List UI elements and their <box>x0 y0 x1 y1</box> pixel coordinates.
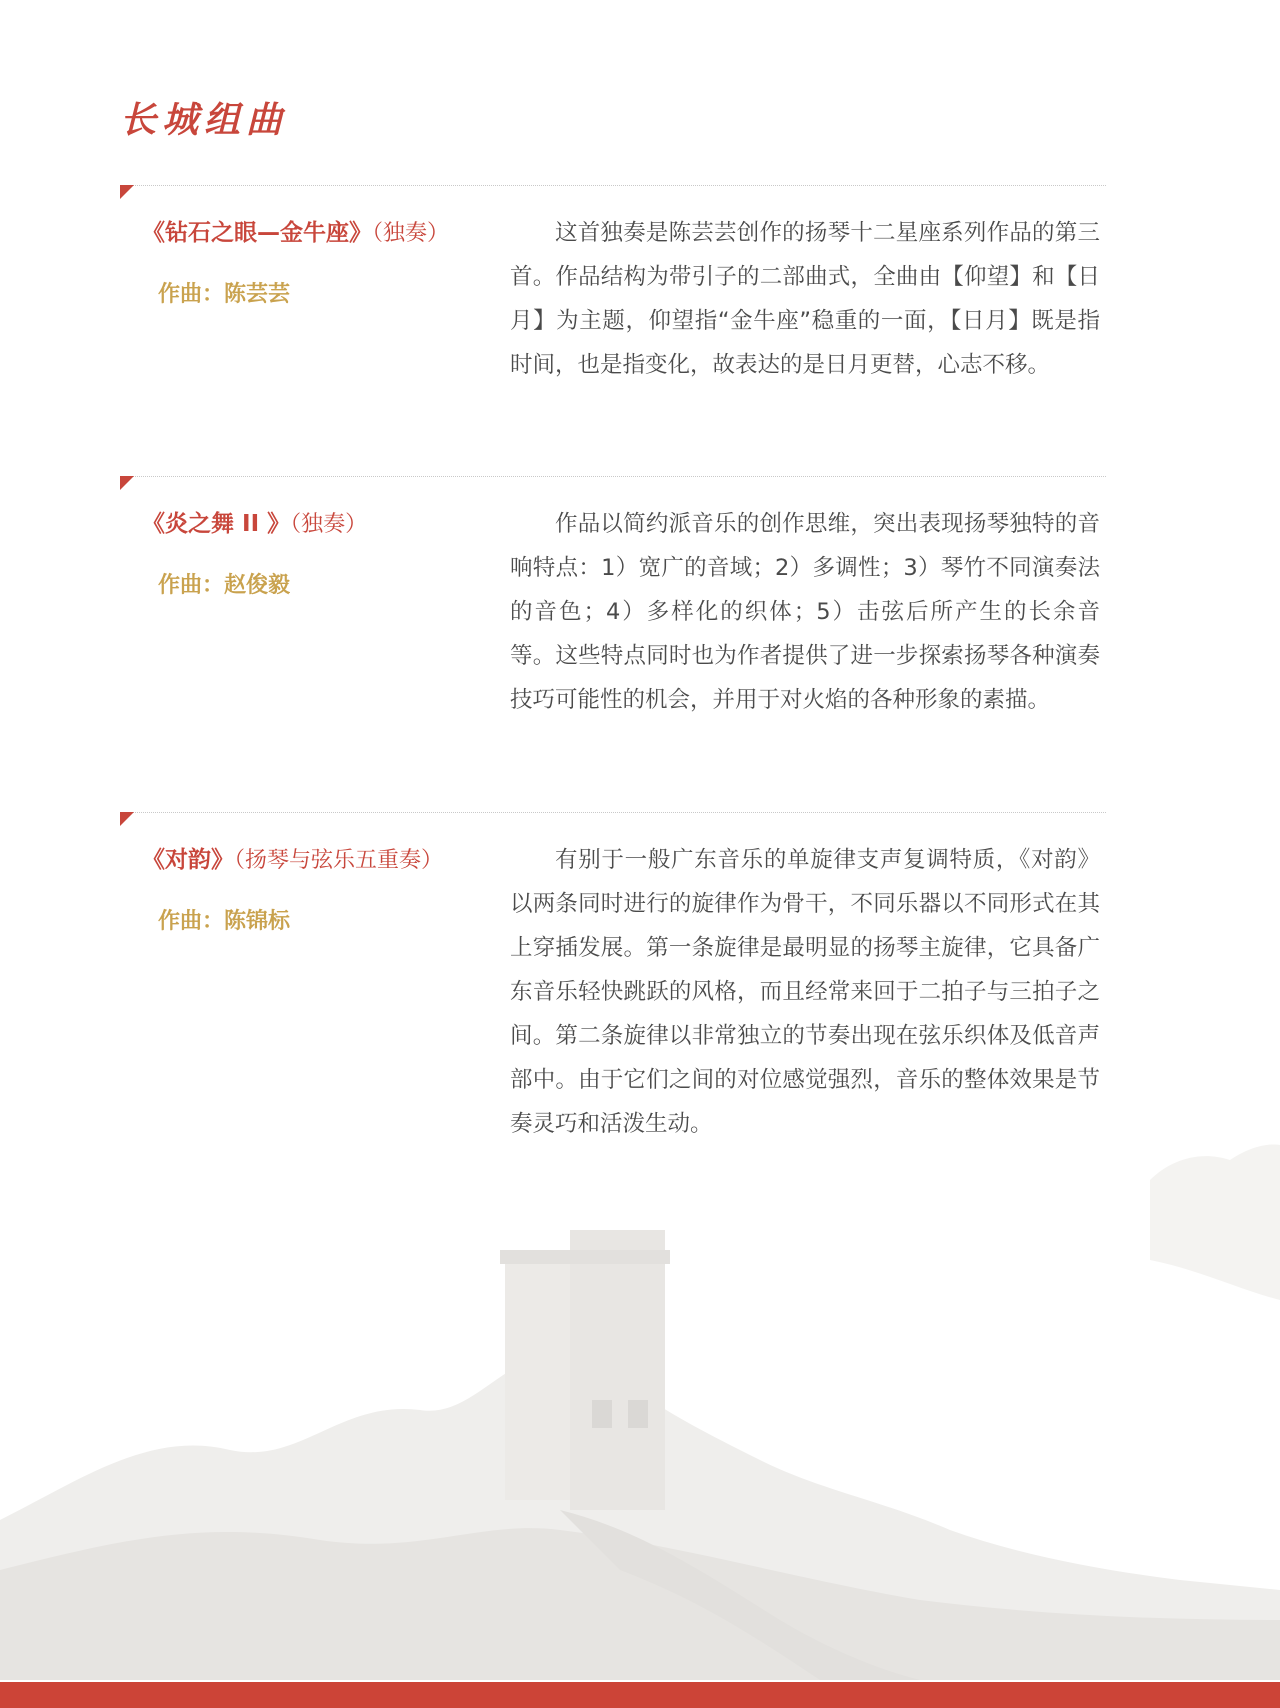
piece-title <box>142 215 449 252</box>
composer-credit: 作曲：陈锦标 <box>158 909 291 934</box>
section-divider <box>126 476 1106 477</box>
piece-description: 有别于一般广东音乐的单旋律支声复调特质，《对韵》以两条同时进行的旋律作为骨干，不同乐器以不同形式在其上穿插发展。第一条旋律是最明显的扬琴主旋律，它具备广东音乐轻快跳跃的风格，而且经常来回于二拍子与三拍子之间。第二条旋律以非常独立的节奏出现在弦乐织体及低音声部中。由于它们之间的对位感觉强烈，音乐的整体效果是节奏灵巧和活泼生动。 <box>510 847 1100 1137</box>
red-corner-triangle-icon <box>120 812 134 826</box>
red-corner-triangle-icon <box>120 185 134 199</box>
composer-credit: 作曲：陈芸芸 <box>158 282 291 307</box>
piece-name: 《对韵》 <box>142 847 234 873</box>
piece-description: 这首独奏是陈芸芸创作的扬琴十二星座系列作品的第三首。作品结构为带引子的二部曲式，全曲由【仰望】和【日月】为主题，仰望指“金牛座”稳重的一面，【日月】既是指时间，也是指变化，故表达的是日月更替，心志不移。 <box>510 220 1100 378</box>
piece-description: 作品以简约派音乐的创作思维，突出表现扬琴独特的音响特点：1）宽广的音域；2）多调性；3）琴竹不同演奏法的音色；4）多样化的织体；5）击弦后所产生的长余音等。这些特点同时也为作者提供了进一步探索扬琴各种演奏技巧可能性的机会，并用于对火焰的各种形象的素描。 <box>510 511 1100 713</box>
piece-name: 《炎之舞 II 》 <box>142 511 291 537</box>
piece-name: 《钻石之眼—金牛座》 <box>142 220 372 246</box>
page-title: 长城组曲 <box>120 99 289 141</box>
piece-title <box>142 842 443 879</box>
section-divider <box>126 812 1106 813</box>
great-wall-watermark <box>0 1100 1280 1680</box>
piece-title <box>142 506 367 543</box>
section-divider <box>126 185 1106 186</box>
red-corner-triangle-icon <box>120 476 134 490</box>
composer-credit: 作曲：赵俊毅 <box>158 573 291 598</box>
bottom-accent-bar <box>0 1682 1280 1708</box>
piece-form: （独奏） <box>290 512 368 537</box>
piece-form: （扬琴与弦乐五重奏） <box>234 848 444 873</box>
piece-form: （独奏） <box>372 221 450 246</box>
